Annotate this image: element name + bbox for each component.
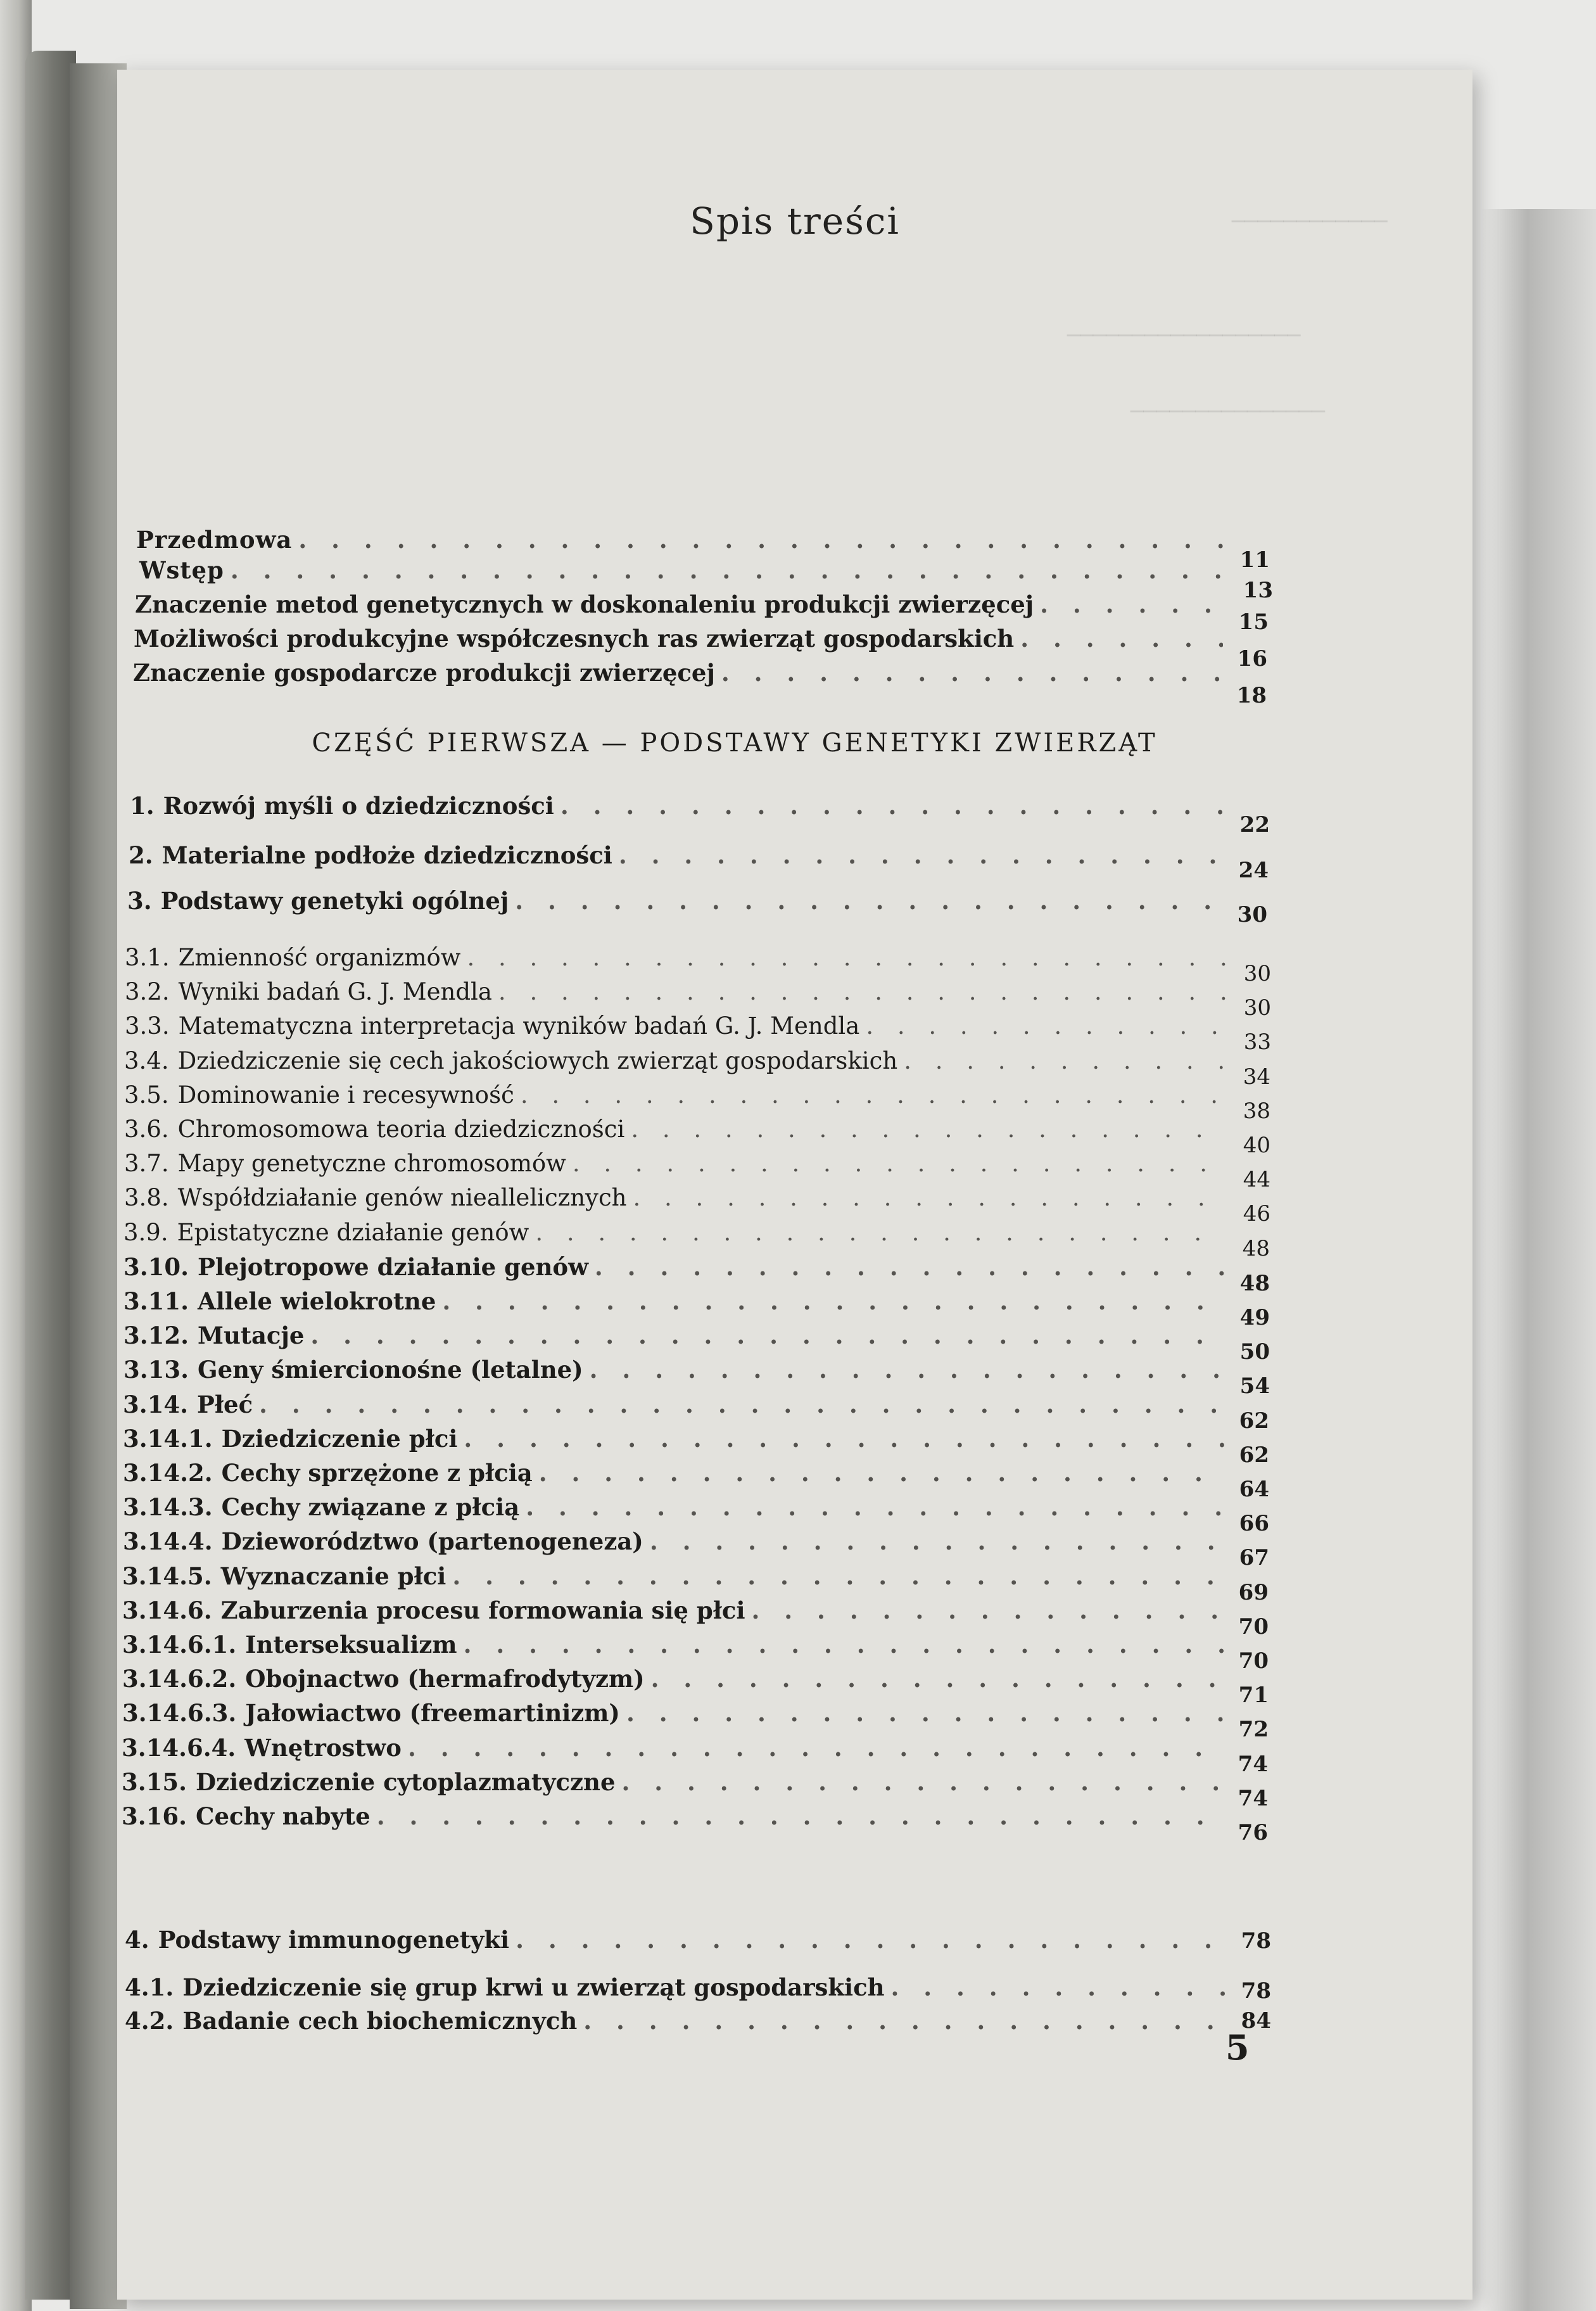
- entry-page: 48: [1242, 1236, 1270, 1261]
- toc-entry-section[interactable]: [124, 1184, 1270, 1226]
- toc-entry-section[interactable]: [124, 1150, 1270, 1192]
- entry-page: 22: [1239, 812, 1270, 837]
- entry-label: Dzieworództwo (partenogeneza): [221, 1527, 643, 1555]
- entry-label: Wstęp: [139, 556, 224, 584]
- entry-page: 11: [1239, 547, 1270, 573]
- dot-leader: [1020, 625, 1223, 653]
- dot-leader: [1040, 590, 1224, 618]
- toc-entry-section[interactable]: [125, 978, 1271, 1021]
- dot-leader: [891, 1973, 1227, 2001]
- entry-page: 70: [1238, 1614, 1269, 1639]
- entry-number: 3.16.: [122, 1802, 187, 1830]
- entry-label: Geny śmiercionośne (letalne): [198, 1356, 583, 1384]
- dot-leader: [631, 1116, 1226, 1143]
- toc-entry-chapter-1[interactable]: [130, 792, 1270, 837]
- show-through: ──────────────────: [1067, 323, 1301, 348]
- dot-leader: [298, 526, 1226, 554]
- entry-number: 3.14.6.2.: [122, 1665, 237, 1693]
- dot-leader: [573, 1150, 1226, 1178]
- entry-number: 3.6.: [124, 1116, 169, 1143]
- entry-label: Dziedziczenie cytoplazmatyczne: [196, 1768, 616, 1796]
- dot-leader: [452, 1562, 1224, 1590]
- toc-entry-section[interactable]: [124, 1219, 1270, 1261]
- entry-label: Dziedziczenie płci: [221, 1425, 458, 1453]
- entry-label: Płeć: [197, 1391, 253, 1418]
- toc-entry-front-4[interactable]: [134, 625, 1267, 672]
- toc-entry-section[interactable]: [124, 1253, 1270, 1296]
- dot-leader: [259, 1391, 1225, 1418]
- entry-page: 64: [1239, 1477, 1269, 1502]
- entry-label: Badanie cech biochemicznych: [182, 2007, 578, 2035]
- entry-page: 44: [1243, 1167, 1270, 1192]
- entry-page: 16: [1237, 646, 1267, 672]
- entry-label: Podstawy immunogenetyki: [158, 1926, 510, 1954]
- toc-entry-section[interactable]: [122, 1631, 1269, 1674]
- dot-leader: [498, 978, 1227, 1006]
- entry-number: 3.14.5.: [122, 1562, 212, 1590]
- entry-number: 3.14.2.: [123, 1459, 213, 1487]
- show-through: ────────────: [1232, 209, 1388, 234]
- entry-label: Allele wielokrotne: [198, 1287, 436, 1315]
- entry-label: Jałowiactwo (freemartinizm): [245, 1699, 620, 1727]
- entry-number: 3.: [127, 887, 152, 915]
- entry-page: 30: [1243, 961, 1271, 986]
- toc-entry-section[interactable]: [123, 1459, 1269, 1502]
- dot-leader: [622, 1768, 1224, 1796]
- entry-number: 3.9.: [124, 1219, 168, 1246]
- dot-leader: [535, 1219, 1226, 1247]
- entry-number: 3.3.: [125, 1012, 170, 1040]
- dot-leader: [467, 944, 1227, 972]
- dot-leader: [526, 1493, 1225, 1521]
- entry-label: Cechy nabyte: [196, 1802, 370, 1830]
- entry-label: Znaczenie metod genetycznych w doskonaleniu produkcji zwierzęcej: [135, 590, 1034, 618]
- toc-entry-front-3[interactable]: [135, 590, 1269, 635]
- entry-page: 67: [1239, 1545, 1269, 1570]
- entry-number: 3.14.: [123, 1391, 188, 1418]
- entry-number: 3.11.: [124, 1287, 189, 1315]
- dot-leader: [866, 1012, 1227, 1040]
- entry-label: Wyniki badań G. J. Mendla: [178, 978, 492, 1005]
- table-shadow: [1482, 209, 1596, 2311]
- entry-page: 30: [1237, 902, 1267, 927]
- dot-leader: [619, 841, 1224, 869]
- entry-number: 3.14.6.4.: [122, 1734, 236, 1762]
- entry-label: Możliwości produkcyjne współczesnych ras zwierząt gospodarskich: [134, 625, 1015, 653]
- entry-page: 78: [1241, 1978, 1271, 2004]
- entry-page: 13: [1243, 578, 1273, 603]
- entry-page: 34: [1243, 1064, 1270, 1090]
- entry-number: 3.2.: [125, 978, 170, 1005]
- toc-entry-section[interactable]: [124, 1081, 1270, 1124]
- toc-entry-section-4-2[interactable]: [125, 2007, 1271, 2036]
- page-title: Spis treści: [690, 200, 900, 243]
- entry-number: 3.8.: [124, 1184, 169, 1211]
- entry-page: 50: [1239, 1339, 1270, 1365]
- entry-label: Dominowanie i recesywność: [177, 1081, 514, 1109]
- dot-leader: [633, 1184, 1227, 1212]
- dot-leader: [539, 1459, 1225, 1487]
- entry-number: 3.14.3.: [123, 1493, 213, 1521]
- toc-entry-section[interactable]: [124, 1116, 1270, 1158]
- dot-leader: [590, 1356, 1226, 1384]
- entry-page: 72: [1238, 1717, 1269, 1742]
- entry-label: Zaburzenia procesu formowania się płci: [220, 1596, 745, 1624]
- dot-leader: [515, 887, 1223, 915]
- book-page: [117, 70, 1472, 2300]
- dot-leader: [310, 1321, 1226, 1349]
- toc-entry-section[interactable]: [122, 1665, 1269, 1708]
- toc-entry-section[interactable]: [123, 1391, 1269, 1434]
- toc-entry-section-4-1[interactable]: [125, 1973, 1271, 2002]
- dot-leader: [464, 1631, 1224, 1658]
- entry-page: 30: [1243, 995, 1271, 1021]
- entry-number: 4.: [125, 1926, 149, 1954]
- show-through: ───────────────: [1130, 399, 1326, 424]
- toc-entry-section[interactable]: [123, 1527, 1269, 1570]
- entry-number: 3.4.: [124, 1047, 169, 1074]
- toc-entry-section[interactable]: [124, 1047, 1270, 1090]
- entry-label: Mutacje: [198, 1321, 305, 1349]
- page-number: 5: [1226, 2027, 1250, 2068]
- toc-entry-section[interactable]: [122, 1734, 1268, 1777]
- toc-entry-chapter-4[interactable]: [125, 1926, 1271, 1955]
- dot-leader: [626, 1699, 1224, 1727]
- entry-page: 70: [1238, 1648, 1269, 1674]
- entry-label: Zmienność organizmów: [178, 944, 461, 971]
- toc-entry-section[interactable]: [123, 1493, 1269, 1536]
- entry-page: 74: [1238, 1752, 1268, 1777]
- entry-number: 2.: [129, 841, 153, 869]
- toc-entry-section[interactable]: [124, 1321, 1270, 1365]
- entry-label: Cechy związane z płcią: [221, 1493, 520, 1521]
- entry-label: Dziedziczenie się cech jakościowych zwierząt gospodarskich: [177, 1047, 898, 1074]
- book-cover-edge: [25, 51, 76, 2300]
- entry-number: 3.1.: [125, 944, 170, 971]
- toc-entry-section[interactable]: [123, 1425, 1269, 1468]
- entry-label: Rozwój myśli o dziedziczności: [163, 792, 554, 820]
- entry-label: Współdziałanie genów nieallelicznych: [177, 1184, 627, 1211]
- entry-label: Interseksualizm: [245, 1631, 457, 1658]
- entry-page: 76: [1238, 1820, 1268, 1845]
- dot-leader: [442, 1287, 1226, 1315]
- entry-number: 3.13.: [124, 1356, 189, 1384]
- entry-number: 3.12.: [124, 1321, 189, 1349]
- entry-number: 3.14.6.3.: [122, 1699, 237, 1727]
- entry-page: 62: [1239, 1408, 1269, 1434]
- dot-leader: [721, 659, 1222, 687]
- entry-number: 3.7.: [124, 1150, 169, 1177]
- entry-label: Cechy sprzężone z płcią: [221, 1459, 533, 1487]
- entry-number: 3.15.: [122, 1768, 187, 1796]
- entry-label: Podstawy genetyki ogólnej: [160, 887, 509, 915]
- entry-label: Obojnactwo (hermafrodytyzm): [245, 1665, 645, 1693]
- dot-leader: [650, 1527, 1225, 1555]
- toc-entry-section[interactable]: [125, 1012, 1271, 1055]
- dot-leader: [904, 1047, 1226, 1075]
- entry-number: 3.14.6.1.: [122, 1631, 237, 1658]
- entry-page: 74: [1238, 1786, 1268, 1811]
- entry-label: Wyznaczanie płci: [220, 1562, 446, 1590]
- entry-label: Matematyczna interpretacja wyników badań G. J. Mendla: [178, 1012, 860, 1040]
- toc-entry-front-5[interactable]: [133, 659, 1267, 708]
- entry-number: 3.5.: [124, 1081, 169, 1109]
- dot-leader: [651, 1665, 1224, 1693]
- toc-entry-section[interactable]: [122, 1699, 1269, 1742]
- dot-leader: [560, 792, 1226, 820]
- entry-page: 18: [1236, 683, 1267, 708]
- entry-page: 84: [1241, 2008, 1271, 2034]
- dot-leader: [408, 1734, 1224, 1762]
- entry-label: Materialne podłoże dziedziczności: [162, 841, 612, 869]
- dot-leader: [595, 1253, 1226, 1281]
- entry-page: 66: [1239, 1511, 1269, 1536]
- entry-page: 78: [1241, 1928, 1271, 1954]
- toc-entry-section[interactable]: [122, 1596, 1269, 1639]
- toc-entry-chapter-3[interactable]: [127, 887, 1267, 927]
- entry-number: 4.1.: [125, 1973, 174, 2001]
- entry-label: Epistatyczne działanie genów: [177, 1219, 529, 1246]
- entry-label: Znaczenie gospodarcze produkcji zwierzęcej: [133, 659, 715, 687]
- toc-entry-section[interactable]: [122, 1802, 1268, 1845]
- entry-page: 54: [1239, 1373, 1270, 1399]
- entry-label: Chromosomowa teoria dziedziczności: [177, 1116, 625, 1143]
- entry-label: Przedmowa: [136, 526, 293, 554]
- entry-page: 48: [1239, 1271, 1270, 1296]
- entry-page: 33: [1243, 1029, 1271, 1055]
- toc-entry-section[interactable]: [125, 944, 1271, 986]
- entry-number: 3.14.6.: [122, 1596, 212, 1624]
- entry-page: 38: [1243, 1098, 1270, 1124]
- table-of-contents: [117, 70, 1472, 2300]
- entry-number: 1.: [130, 792, 155, 820]
- dot-leader: [521, 1081, 1226, 1109]
- dot-leader: [231, 556, 1229, 584]
- toc-entry-chapter-2[interactable]: [129, 841, 1269, 883]
- dot-leader: [464, 1425, 1225, 1453]
- toc-entry-section[interactable]: [122, 1562, 1269, 1605]
- entry-number: 4.2.: [125, 2007, 174, 2035]
- entry-page: 49: [1239, 1305, 1270, 1330]
- toc-entry-section[interactable]: [122, 1768, 1268, 1811]
- entry-page: 71: [1238, 1683, 1269, 1708]
- entry-page: 15: [1238, 609, 1269, 635]
- toc-entry-front-2[interactable]: [139, 556, 1273, 603]
- entry-label: Dziedziczenie się grup krwi u zwierząt gospodarskich: [182, 1973, 885, 2001]
- entry-page: 24: [1238, 858, 1269, 883]
- entry-label: Plejotropowe działanie genów: [198, 1253, 588, 1281]
- entry-page: 40: [1243, 1133, 1270, 1158]
- toc-entry-section[interactable]: [124, 1356, 1270, 1399]
- dot-leader: [516, 1926, 1227, 1954]
- entry-page: 62: [1239, 1442, 1269, 1468]
- part-heading: CZĘŚĆ PIERWSZA — PODSTAWY GENETYKI ZWIERZĄT: [312, 729, 1158, 758]
- entry-number: 3.14.1.: [123, 1425, 213, 1453]
- entry-page: 69: [1238, 1580, 1269, 1605]
- entry-number: 3.14.4.: [123, 1527, 213, 1555]
- dot-leader: [377, 1802, 1224, 1830]
- dot-leader: [752, 1596, 1224, 1624]
- entry-label: Wnętrostwo: [244, 1734, 402, 1762]
- entry-page: 46: [1243, 1201, 1270, 1226]
- toc-entry-section[interactable]: [124, 1287, 1270, 1330]
- entry-number: 3.10.: [124, 1253, 189, 1281]
- dot-leader: [583, 2007, 1227, 2035]
- entry-label: Mapy genetyczne chromosomów: [177, 1150, 566, 1177]
